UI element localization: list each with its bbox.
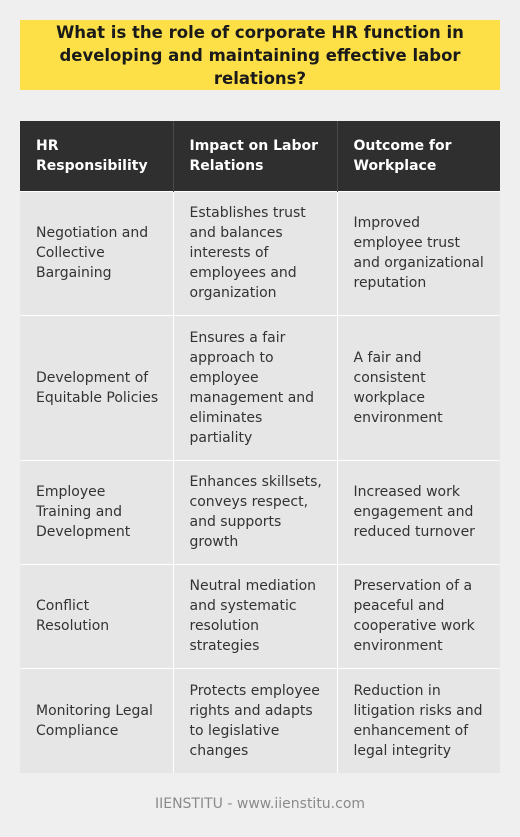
cell-outcome: A fair and consistent workplace environment — [337, 315, 500, 460]
cell-impact: Enhances skillsets, conveys respect, and supports growth — [173, 460, 337, 564]
cell-impact: Protects employee rights and adapts to legislative changes — [173, 668, 337, 773]
cell-outcome: Reduction in litigation risks and enhancement of legal integrity — [337, 668, 500, 773]
cell-impact: Ensures a fair approach to employee management and eliminates partiality — [173, 315, 337, 460]
cell-impact: Neutral mediation and systematic resolution strategies — [173, 564, 337, 668]
table-row — [20, 460, 500, 564]
cell-responsibility: Negotiation and Collective Bargaining — [20, 191, 173, 315]
column-header-impact: Impact on Labor Relations — [173, 121, 337, 191]
title-banner — [20, 20, 500, 90]
table-row — [20, 315, 500, 460]
cell-responsibility: Employee Training and Development — [20, 460, 173, 564]
table-row — [20, 191, 500, 315]
cell-impact: Establishes trust and balances interests of employees and organization — [173, 191, 337, 315]
column-header-outcome: Outcome for Workplace — [337, 121, 500, 191]
cell-responsibility: Conflict Resolution — [20, 564, 173, 668]
cell-responsibility: Monitoring Legal Compliance — [20, 668, 173, 773]
cell-outcome: Improved employee trust and organizational reputation — [337, 191, 500, 315]
hr-responsibilities-table — [20, 121, 500, 773]
cell-outcome: Increased work engagement and reduced turnover — [337, 460, 500, 564]
cell-outcome: Preservation of a peaceful and cooperative work environment — [337, 564, 500, 668]
cell-responsibility: Development of Equitable Policies — [20, 315, 173, 460]
column-header-hr-responsibility: HR Responsibility — [20, 121, 173, 191]
table-row — [20, 668, 500, 773]
footer-credit: IIENSTITU - www.iienstitu.com — [154, 796, 366, 812]
table-header-row — [20, 121, 500, 191]
page-title: What is the role of corporate HR function in developing and maintaining effective labor relations? — [56, 22, 464, 88]
table-row — [20, 564, 500, 668]
